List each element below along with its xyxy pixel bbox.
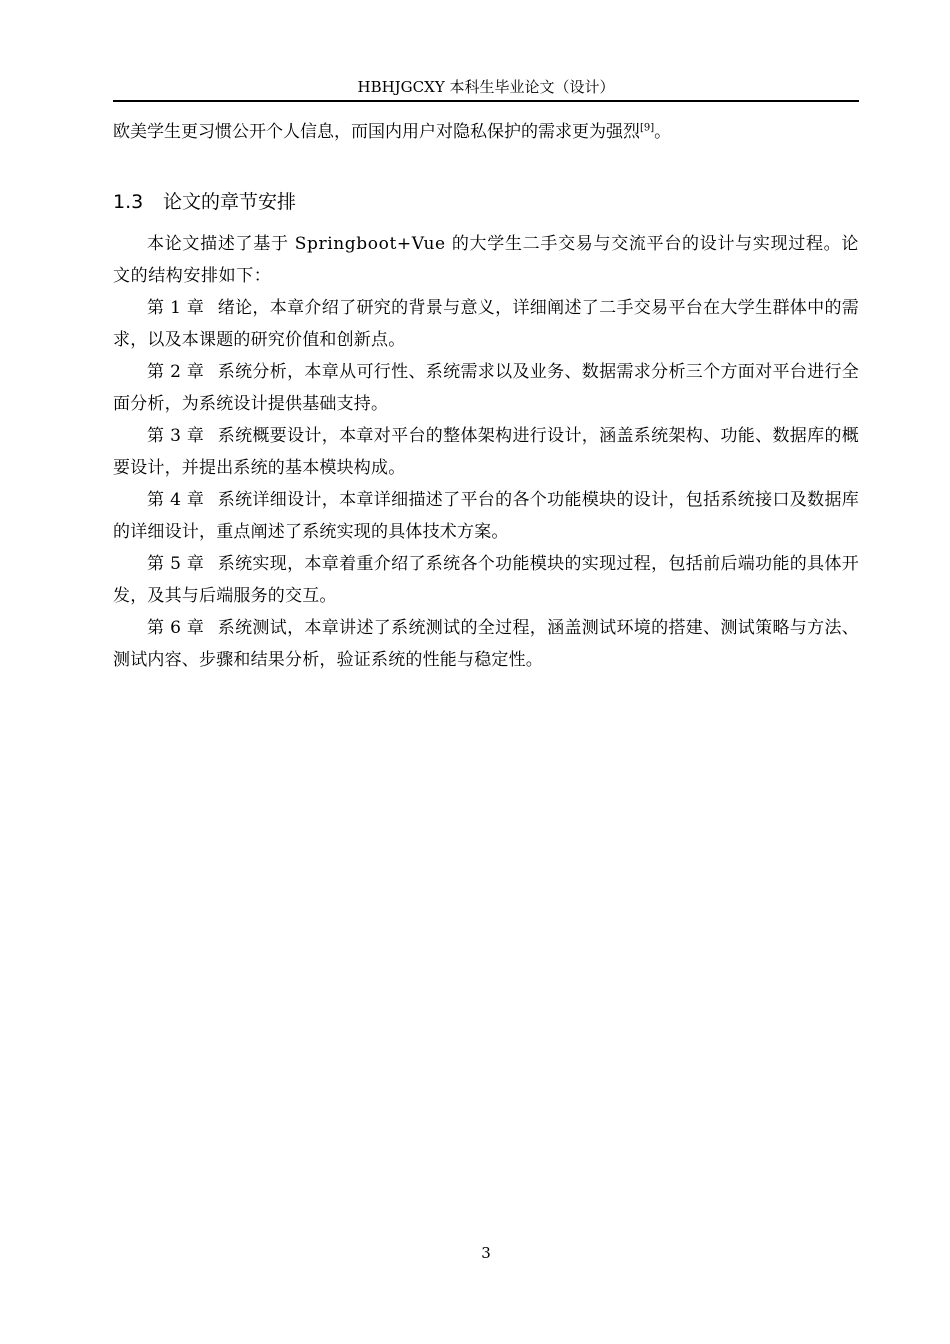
intro-paragraph: 本论文描述了基于 Springboot+Vue 的大学生二手交易与交流平台的设计与实现过程。论文的结构安排如下： xyxy=(113,234,859,286)
chapter-description: 绪论，本章介绍了研究的背景与意义，详细阐述了二手交易平台在大学生群体中的需求，以及本课题的研究价值和创新点。 xyxy=(113,298,860,350)
chapter-label: 第 5 章 xyxy=(147,554,205,574)
chapter-label: 第 4 章 xyxy=(147,490,205,510)
chapter-arrangement xyxy=(113,228,859,676)
section-number: 1.3 xyxy=(113,191,144,213)
chapter-paragraph-3 xyxy=(113,420,859,484)
chapter-paragraph-6 xyxy=(113,612,859,676)
section-title: 论文的章节安排 xyxy=(163,191,297,213)
chapter-paragraph-5 xyxy=(113,548,859,612)
chapter-label: 第 6 章 xyxy=(147,618,205,638)
chapter-label: 第 2 章 xyxy=(147,362,205,382)
section-heading xyxy=(113,186,859,218)
chapter-description: 系统实现，本章着重介绍了系统各个功能模块的实现过程，包括前后端功能的具体开发，及其与后端服务的交互。 xyxy=(113,554,860,606)
citation-marker: [9] xyxy=(640,122,655,134)
page-number: 3 xyxy=(481,1244,491,1262)
chapter-description: 系统测试，本章讲述了系统测试的全过程，涵盖测试环境的搭建、测试策略与方法、测试内容、步骤和结果分析，验证系统的性能与稳定性。 xyxy=(113,618,860,670)
carry-over-paragraph xyxy=(113,116,859,148)
carry-over-end-punct: 。 xyxy=(654,122,672,142)
running-header: HBHJGCXY 本科生毕业论文（设计） xyxy=(357,78,615,96)
chapter-description: 系统详细设计，本章详细描述了平台的各个功能模块的设计，包括系统接口及数据库的详细设计，重点阐述了系统实现的具体技术方案。 xyxy=(113,490,860,542)
chapter-paragraph-1 xyxy=(113,292,859,356)
header-rule xyxy=(113,100,859,102)
chapter-paragraph-4 xyxy=(113,484,859,548)
chapter-paragraph-2 xyxy=(113,356,859,420)
chapter-description: 系统分析，本章从可行性、系统需求以及业务、数据需求分析三个方面对平台进行全面分析，为系统设计提供基础支持。 xyxy=(113,362,860,414)
chapter-label: 第 1 章 xyxy=(147,298,205,318)
chapter-label: 第 3 章 xyxy=(147,426,205,446)
chapter-description: 系统概要设计，本章对平台的整体架构进行设计，涵盖系统架构、功能、数据库的概要设计，并提出系统的基本模块构成。 xyxy=(113,426,860,478)
carry-over-text: 欧美学生更习惯公开个人信息，而国内用户对隐私保护的需求更为强烈 xyxy=(113,122,640,142)
